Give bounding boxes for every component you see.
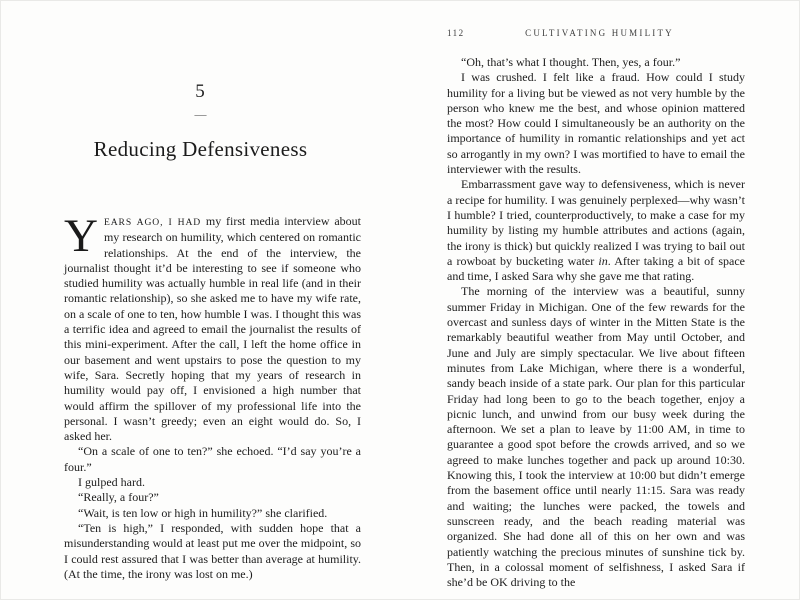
chapter-number: 5 <box>195 81 206 102</box>
paragraph: I gulped hard. <box>78 475 145 490</box>
right-page-body <box>447 55 745 590</box>
paragraph-text: . After taking a bit of space and time, I asked Sara why she gave me that rating. <box>447 253 745 284</box>
chapter-head <box>1 1 400 162</box>
chapter-divider: — <box>194 107 207 121</box>
paragraph: The morning of the interview was a beautiful, sunny summer Friday in Michigan. One of the few rewards for the overcast and sunless days of winter in the Mitten State is the remarkably beautiful weather from May until October, and June and July are simply spectacular. We live about fifteen minutes from Lake Michigan, where there is a wonderful, sandy beach inside of a state park. Our plan for this particular Friday had long been to go to the beach together, enjoy a picnic lunch, and unwind from our busy week during the afternoon. We set a plan to leave by 11:00 AM, in time to guarantee a good spot before the crowds arrived, and so we agreed to make lunches together and pack up around 10:30. Knowing this, I took the interview at 10:00 but didn’t emerge from the basement office until nearly 11:15. Sara was ready and waiting; the lunches were packed, the towels and sunscreen ready, and the beach reading material was organized. She had done all of this on her own and was patiently watching the precious minutes of sunshine tick by. Then, in a colossal moment of selfishness, I asked Sara if she’d be OK driving to the <box>447 284 745 590</box>
paragraph: “Wait, is ten low or high in humility?” she clarified. <box>78 505 328 520</box>
running-header <box>400 1 799 38</box>
paragraph-text: Embarrassment gave way to defensiveness, which is never a recipe for humility. I was genuinely perplexed—why wasn’t I humble? I tried, counterproductively, to make a case for my humility by listing my humble attributes and actions (again, the irony is thick) but quickly realized I was trying to bail out a rowboat by bucketing water <box>447 177 745 268</box>
chapter-title: Reducing Defensiveness <box>93 137 308 161</box>
paragraph <box>447 177 745 284</box>
paragraph: I was crushed. I felt like a fraud. How could I study humility for a living but be viewed as not very humble by the person who knew me the best, and whose opinion mattered the most? How could I simultaneously be an authority on the importance of humility in romantic relationships and yet act so arrogantly in my own? I was mortified to have to email the interviewer with the results. <box>447 70 745 177</box>
paragraph: “Ten is high,” I responded, with sudden hope that a misunderstanding would at least put me over the midpoint, so I could rest assured that I was better than average at humility. (At the time, the irony was lost on me.) <box>64 520 361 581</box>
paragraph: “Oh, that’s what I thought. Then, yes, a four.” <box>461 55 681 69</box>
running-header-title: CULTIVATING HUMILITY <box>525 28 674 38</box>
drop-cap: Y <box>64 210 98 262</box>
paragraph: “Really, a four?” <box>78 490 159 505</box>
opening-paragraph <box>64 210 361 444</box>
paragraph: “On a scale of one to ten?” she echoed. “I’d say you’re a four.” <box>64 444 361 474</box>
page-number: 112 <box>447 28 465 38</box>
left-page <box>1 1 400 600</box>
left-page-body <box>64 210 361 582</box>
italic-word: in <box>598 253 608 268</box>
right-page <box>400 1 799 600</box>
opening-small-caps: EARS AGO, I HAD <box>103 217 202 228</box>
paragraph-text: my first media interview about my research on humility, which centered on romantic relationships. At the end of the interview, the journalist thought it’d be interesting to see if someone who studied humility was actually humble in real life (and in their romantic relationship), so she asked me to have my wife rate, on a scale of one to ten, how humble I was. I thought this was a terrific idea and agreed to email the journalist the results of this mini-experiment. After the call, I left the home office in our basement and went upstairs to pose the question to my wife, Sara. Secretly hoping that my years of research in humility would pay off, I envisioned a high number that would affirm the spillover of my professional life into the personal. I wasn’t greedy; even an eight would do. So, I asked her. <box>64 214 361 444</box>
